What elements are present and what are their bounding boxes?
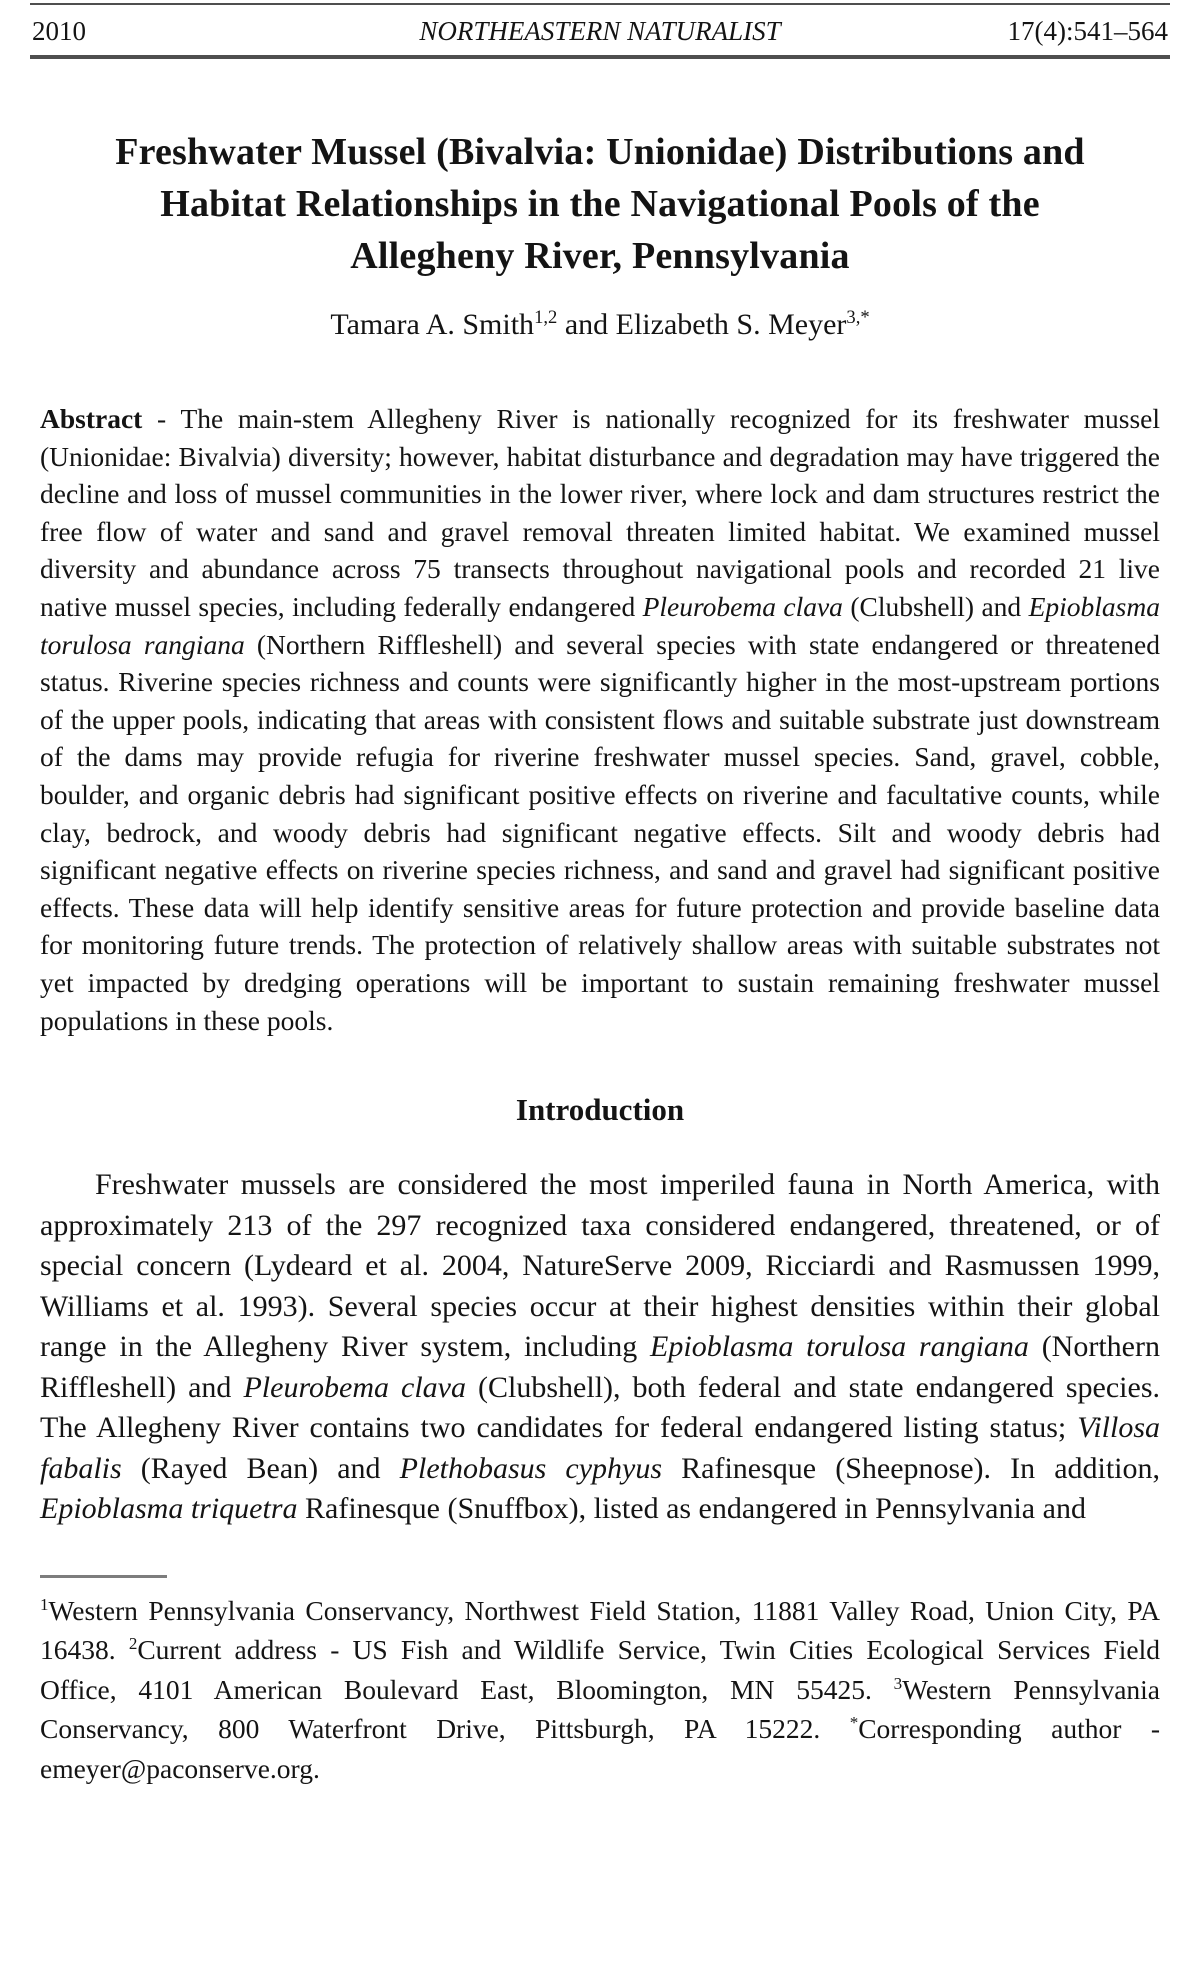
corresponding-author-note: Corresponding author - emeyer@paconserve.org.: [40, 1713, 1160, 1784]
text-segment: (Northern Riffleshell) and: [40, 1330, 1160, 1404]
text-segment: (Clubshell), both federal and state endangered species. The Allegheny River contains two candidates for federal endangered listing status;: [40, 1370, 1160, 1445]
authors-line: [30, 306, 1170, 344]
text-segment: (Rayed Bean) and: [121, 1451, 400, 1485]
text-segment: Western Pennsylvania Conservancy, Northwest Field Station, 11881 Valley Road, Union City, PA 16438.: [40, 1594, 1160, 1666]
footnotes-paragraph: [40, 1591, 1160, 1789]
header-rule: [30, 55, 1170, 59]
introduction-paragraph: [40, 1165, 1160, 1530]
running-head-citation: 17(4):541–564: [1007, 16, 1168, 46]
text-segment: (Northern Riffleshell) and several species with state endangered or threatened status. Riverine species richness and counts were significantly higher in the most-upstream portions of the upper pools, indicating that areas with consistent flows and suitable substrate just downstream of the dams may provide refugia for riverine freshwater mussel species. Sand, gravel, cobble, boulder, and organic debris had significant positive effects on riverine and facultative counts, while clay, bedrock, and woody debris had significant negative effects. Silt and woody debris had significant negative effects on riverine species richness, and sand and gravel had significant positive effects. These data will help identify sensitive areas for future protection and provide baseline data for monitoring future trends. The protection of relatively shallow areas with suitable substrates not yet impacted by dredging operations will be important to sustain remaining freshwater mussel populations in these pools.: [40, 628, 1161, 1036]
text-segment: Rafinesque (Sheepnose). In addition,: [662, 1451, 1161, 1485]
species-name: Epioblasma torulosa rangiana: [40, 590, 1160, 660]
text-segment: Freshwater mussels are considered the most imperiled fauna in North America, with approximately 213 of the 297 recognized taxa considered endangered, threatened, or of special concern (Lydeard et al. 2004, NatureServe 2009, Ricciardi and Rasmussen 1999, Williams et al. 1993). Several species occur at their highest densities within their global range in the Allegheny River system, including: [40, 1168, 1160, 1364]
running-head: [30, 5, 1170, 55]
title-line: Freshwater Mussel (Bivalvia: Unionidae) Distributions and: [115, 131, 1085, 173]
species-name: Villosa fabalis: [40, 1411, 1160, 1485]
running-head-year: 2010: [32, 16, 86, 46]
species-name: Epioblasma triquetra: [40, 1492, 298, 1526]
species-name: Plethobasus cyphyus: [399, 1451, 663, 1485]
text-segment: Western Pennsylvania Conservancy, 800 Waterfront Drive, Pittsburgh, PA 15222.: [40, 1673, 1160, 1745]
article-title: [30, 126, 1170, 282]
abstract-label: Abstract: [40, 403, 143, 434]
footnote-marker: 3: [893, 1673, 903, 1693]
text-segment: (Clubshell) and: [842, 590, 1029, 622]
author-name: and Elizabeth S. Meyer: [557, 308, 847, 341]
abstract-paragraph: [40, 400, 1160, 1039]
author-affiliation-marker: 3,*: [846, 307, 870, 328]
species-name: Pleurobema clava: [243, 1370, 466, 1404]
text-segment: - The main-stem Allegheny River is nationally recognized for its freshwater mussel (Unionidae: Bivalvia) diversity; however, habitat disturbance and degradation may have triggered the decline and loss of mussel communities in the lower river, where lock and dam structures restrict the free flow of water and sand and gravel removal threaten limited habitat. We examined mussel diversity and abundance across 75 transects throughout navigational pools and recorded 21 live native mussel species, including federally endangered: [40, 403, 1160, 622]
species-name: Epioblasma torulosa rangiana: [650, 1330, 1029, 1364]
title-line: Allegheny River, Pennsylvania: [350, 235, 850, 277]
author-affiliation-marker: 1,2: [534, 307, 558, 328]
footnote-rule: [40, 1575, 167, 1578]
running-head-journal: NORTHEASTERN NATURALIST: [419, 16, 781, 46]
footnote-marker: *: [849, 1712, 859, 1732]
footnote-marker: 1: [40, 1594, 49, 1614]
text-segment: Rafinesque (Snuffbox), listed as endangered in Pennsylvania and: [297, 1492, 1086, 1526]
text-segment: Current address - US Fish and Wildlife Service, Twin Cities Ecological Services Field Office, 4101 American Boulevard East, Bloomington, MN 55425.: [40, 1634, 1160, 1705]
introduction-heading: Introduction: [515, 1092, 685, 1128]
author-name: Tamara A. Smith: [330, 308, 535, 341]
species-name: Pleurobema clava: [642, 590, 843, 622]
footnote-marker: 2: [128, 1633, 138, 1653]
title-line: Habitat Relationships in the Navigational Pools of the: [160, 183, 1040, 225]
